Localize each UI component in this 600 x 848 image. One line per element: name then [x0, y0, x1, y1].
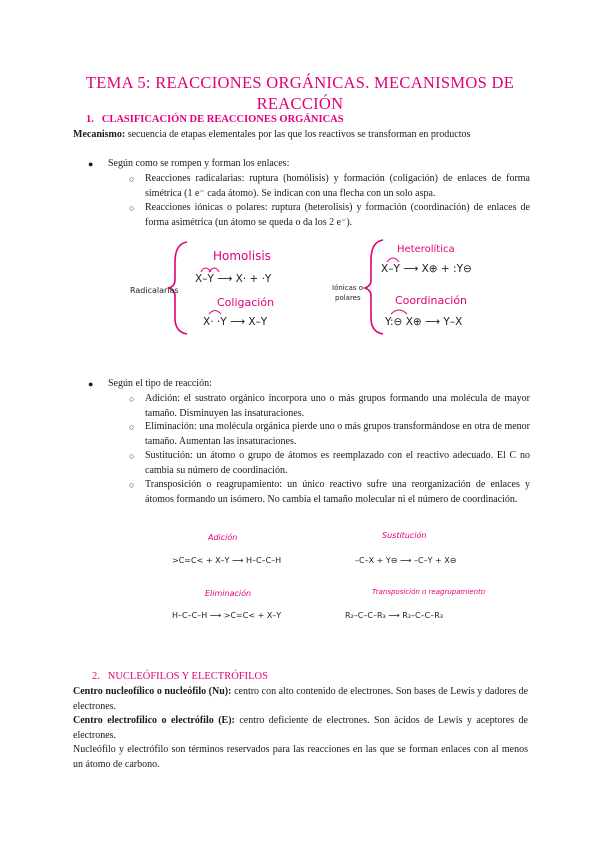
- section-1-number: 1.: [86, 114, 94, 125]
- nucleofilo-text: centro con alto contenido de electrones. Son bases de Lewis y dadores de electrones.: [73, 686, 529, 712]
- sub-item-sustitucion-text: Sustitución: un átomo o grupo de átomos es reemplazado con el reactivo adecuado. El C no cambia su número de coordinación.: [145, 450, 530, 476]
- label-homolisis: Homolisis: [213, 249, 271, 263]
- nucleofilo-term: Centro nucleofílico o nucleófilo (Nu):: [73, 686, 232, 697]
- reaction-types-diagram: [150, 528, 530, 646]
- sub-item-radicalarias-text: Reacciones radicalarias: ruptura (homólisis) y formación (coligación) de enlaces de forma simétrica (1 e⁻ cada átomo). Se indican con una flecha con un solo aspa.: [145, 173, 530, 199]
- label-heterolitica: Heterolítica: [397, 244, 455, 255]
- label-radicalarias: Radicalarias: [130, 286, 179, 295]
- electrofilo-text: centro deficiente de electrones. Son ácidos de Lewis y aceptores de electrones.: [73, 715, 528, 741]
- sub-item-radicalarias: ○ Reacciones radicalarias: ruptura (homólisis) y formación (coligación) de enlaces de forma simétrica (1 e⁻ cada átomo). Se indican con una flecha con un solo aspa.: [129, 173, 530, 199]
- sub-item-ionicas-text: Reacciones iónicas o polares: ruptura (heterolisis) y formación (coordinación) de enlaces de forma asimétrica (un átomo se queda o da los 2 e⁻).: [145, 202, 530, 228]
- right-brace: [365, 240, 383, 334]
- section-2-number: 2.: [92, 671, 100, 682]
- bullet-enlaces: ● Según como se rompen y forman los enlaces:: [88, 158, 290, 169]
- eq-homolisis: X–Y ⟶ X· + ·Y: [195, 273, 272, 285]
- label-eliminacion: Eliminación: [205, 589, 252, 598]
- bullet-tipo-label: Según el tipo de reacción:: [108, 378, 212, 389]
- eq-coligacion: X· ·Y ⟶ X–Y: [203, 316, 268, 328]
- electrofilo-definition: [73, 714, 528, 743]
- sub-item-sustitucion: ○ Sustitución: un átomo o grupo de átomos es reemplazado con el reactivo adecuado. El C no cambia su número de coordinación.: [129, 450, 530, 476]
- eq-heterolitica: X–Y ⟶ X⊕ + :Y⊖: [381, 263, 472, 275]
- bullet-tipo: ● Según el tipo de reacción:: [88, 378, 212, 389]
- coligacion-arrows: [209, 311, 221, 315]
- label-adicion: Adición: [208, 533, 238, 542]
- eq-transposicion: R₂–C–C–R₃ ⟶ R₂–C–C–R₃: [345, 611, 443, 620]
- sub-item-transposicion-text: Transposición o reagrupamiento: un único reactivo sufre una reorganización de enlaces y átomos formando un isómero. No cambia el tamaño molecular ni el número de coordinación.: [145, 479, 530, 505]
- sub-item-adicion: ○ Adición: el sustrato orgánico incorpora uno o más grupos formando una molécula de mayor tamaño. Disminuyen las insaturaciones.: [129, 393, 530, 419]
- nucleofilo-definition: [73, 685, 528, 714]
- section-1-heading: [86, 114, 344, 125]
- sub-item-eliminacion-text: Eliminación: una molécula orgánica pierde uno o más grupos transformándose en otra de menor tamaño. Aumentan las insaturaciones.: [145, 421, 530, 447]
- heterolitica-arrow: [387, 258, 399, 262]
- sub-item-adicion-text: Adición: el sustrato orgánico incorpora uno o más grupos formando una molécula de mayor tamaño. Disminuyen las insaturaciones.: [145, 393, 530, 419]
- eq-adicion: >C=C< + X–Y ⟶ H–C–C–H: [172, 556, 282, 565]
- nucleofilo-electrofilo-note: Nucleófilo y electrófilo son términos reservados para las reacciones en las que se forman enlaces con al menos un átomo de carbono.: [73, 744, 528, 770]
- bond-diagram: [125, 232, 485, 340]
- eq-coordinacion: Y:⊖ X⊕ ⟶ Y–X: [385, 316, 463, 328]
- mecanismo-term: Mecanismo:: [73, 129, 126, 140]
- label-sustitucion: Sustitución: [382, 531, 427, 540]
- section-2-title: NUCLEÓFILOS Y ELECTRÓFILOS: [107, 671, 268, 682]
- label-coordinacion: Coordinación: [395, 294, 468, 307]
- section-1-title: CLASIFICACIÓN DE REACCIONES ORGÁNICAS: [101, 114, 344, 125]
- sub-item-eliminacion: ○ Eliminación: una molécula orgánica pierde uno o más grupos transformándose en otra de menor tamaño. Aumentan las insaturaciones.: [129, 421, 530, 447]
- section-2-heading: [92, 671, 268, 682]
- eq-eliminacion: H–C–C–H ⟶ >C=C< + X–Y: [172, 611, 282, 620]
- mecanismo-text: secuencia de etapas elementales por las que los reactivos se transforman en productos: [127, 129, 471, 140]
- homolisis-arrows: [201, 268, 219, 272]
- coordinacion-arrow: [391, 310, 407, 314]
- sub-item-transposicion: ○ Transposición o reagrupamiento: un único reactivo sufre una reorganización de enlaces y átomos formando un isómero. No cambia el tamaño molecular ni el número de coordinación.: [129, 479, 530, 505]
- sub-item-ionicas: ○ Reacciones iónicas o polares: ruptura (heterolisis) y formación (coordinación) de enlaces de forma asimétrica (un átomo se queda o da los 2 e⁻).: [129, 202, 530, 228]
- label-ionicas: Iónicas o polares: [332, 284, 364, 302]
- mecanismo-definition: [73, 128, 543, 143]
- page-title: TEMA 5: REACCIONES ORGÁNICAS. MECANISMOS DE REACCIÓN: [85, 73, 515, 113]
- label-transposicion: Transposición o reagrupamiento: [372, 588, 486, 596]
- electrofilo-term: Centro electrofílico o electrófilo (E):: [73, 715, 235, 726]
- label-coligacion: Coligación: [217, 296, 275, 309]
- eq-sustitucion: –C–X + Y⊖ ⟶ –C–Y + X⊖: [355, 556, 457, 565]
- bullet-enlaces-label: Según como se rompen y forman los enlaces:: [108, 158, 290, 169]
